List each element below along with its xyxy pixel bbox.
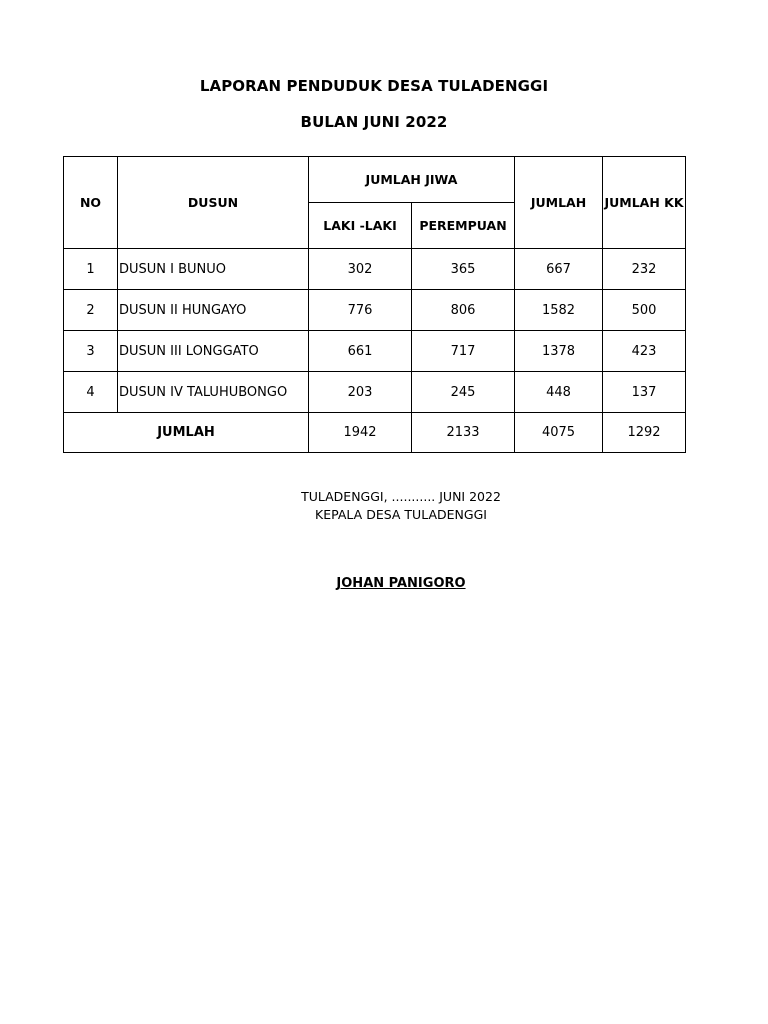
table-row: [64, 290, 686, 331]
cell-jumlah: 667: [515, 249, 603, 290]
cell-no: 2: [64, 290, 118, 331]
total-label: JUMLAH: [64, 413, 309, 453]
population-table: [63, 156, 686, 453]
header-jumlah: JUMLAH: [515, 157, 603, 249]
table-row: [64, 249, 686, 290]
cell-kk: 232: [603, 249, 686, 290]
cell-laki: 203: [309, 372, 412, 413]
cell-laki: 776: [309, 290, 412, 331]
cell-dusun: DUSUN III LONGGATO: [118, 331, 309, 372]
cell-perempuan: 365: [412, 249, 515, 290]
header-jumlah-jiwa: JUMLAH JIWA: [309, 157, 515, 203]
report-subtitle: BULAN JUNI 2022: [300, 113, 448, 131]
table-row: [64, 372, 686, 413]
table-total-row: [64, 413, 686, 453]
total-perempuan: 2133: [412, 413, 515, 453]
cell-jumlah: 1582: [515, 290, 603, 331]
cell-dusun: DUSUN IV TALUHUBONGO: [118, 372, 309, 413]
cell-kk: 500: [603, 290, 686, 331]
report-title: LAPORAN PENDUDUK DESA TULADENGGI: [199, 77, 549, 95]
cell-no: 1: [64, 249, 118, 290]
cell-dusun: DUSUN I BUNUO: [118, 249, 309, 290]
table-header-row: [64, 157, 686, 203]
cell-dusun: DUSUN II HUNGAYO: [118, 290, 309, 331]
signature-position: KEPALA DESA TULADENGGI: [315, 507, 487, 522]
table-row: [64, 331, 686, 372]
cell-jumlah: 448: [515, 372, 603, 413]
header-jumlah-kk: JUMLAH KK: [603, 157, 686, 249]
cell-perempuan: 717: [412, 331, 515, 372]
cell-jumlah: 1378: [515, 331, 603, 372]
total-jumlah: 4075: [515, 413, 603, 453]
signature-name: JOHAN PANIGORO: [336, 576, 466, 591]
total-kk: 1292: [603, 413, 686, 453]
cell-perempuan: 245: [412, 372, 515, 413]
cell-kk: 137: [603, 372, 686, 413]
cell-kk: 423: [603, 331, 686, 372]
cell-laki: 302: [309, 249, 412, 290]
header-perempuan: PEREMPUAN: [412, 203, 515, 249]
cell-perempuan: 806: [412, 290, 515, 331]
signature-place-date: TULADENGGI, ........... JUNI 2022: [301, 489, 501, 504]
total-laki: 1942: [309, 413, 412, 453]
header-dusun: DUSUN: [118, 157, 309, 249]
header-laki-laki: LAKI -LAKI: [309, 203, 412, 249]
cell-no: 3: [64, 331, 118, 372]
header-no: NO: [64, 157, 118, 249]
cell-no: 4: [64, 372, 118, 413]
cell-laki: 661: [309, 331, 412, 372]
